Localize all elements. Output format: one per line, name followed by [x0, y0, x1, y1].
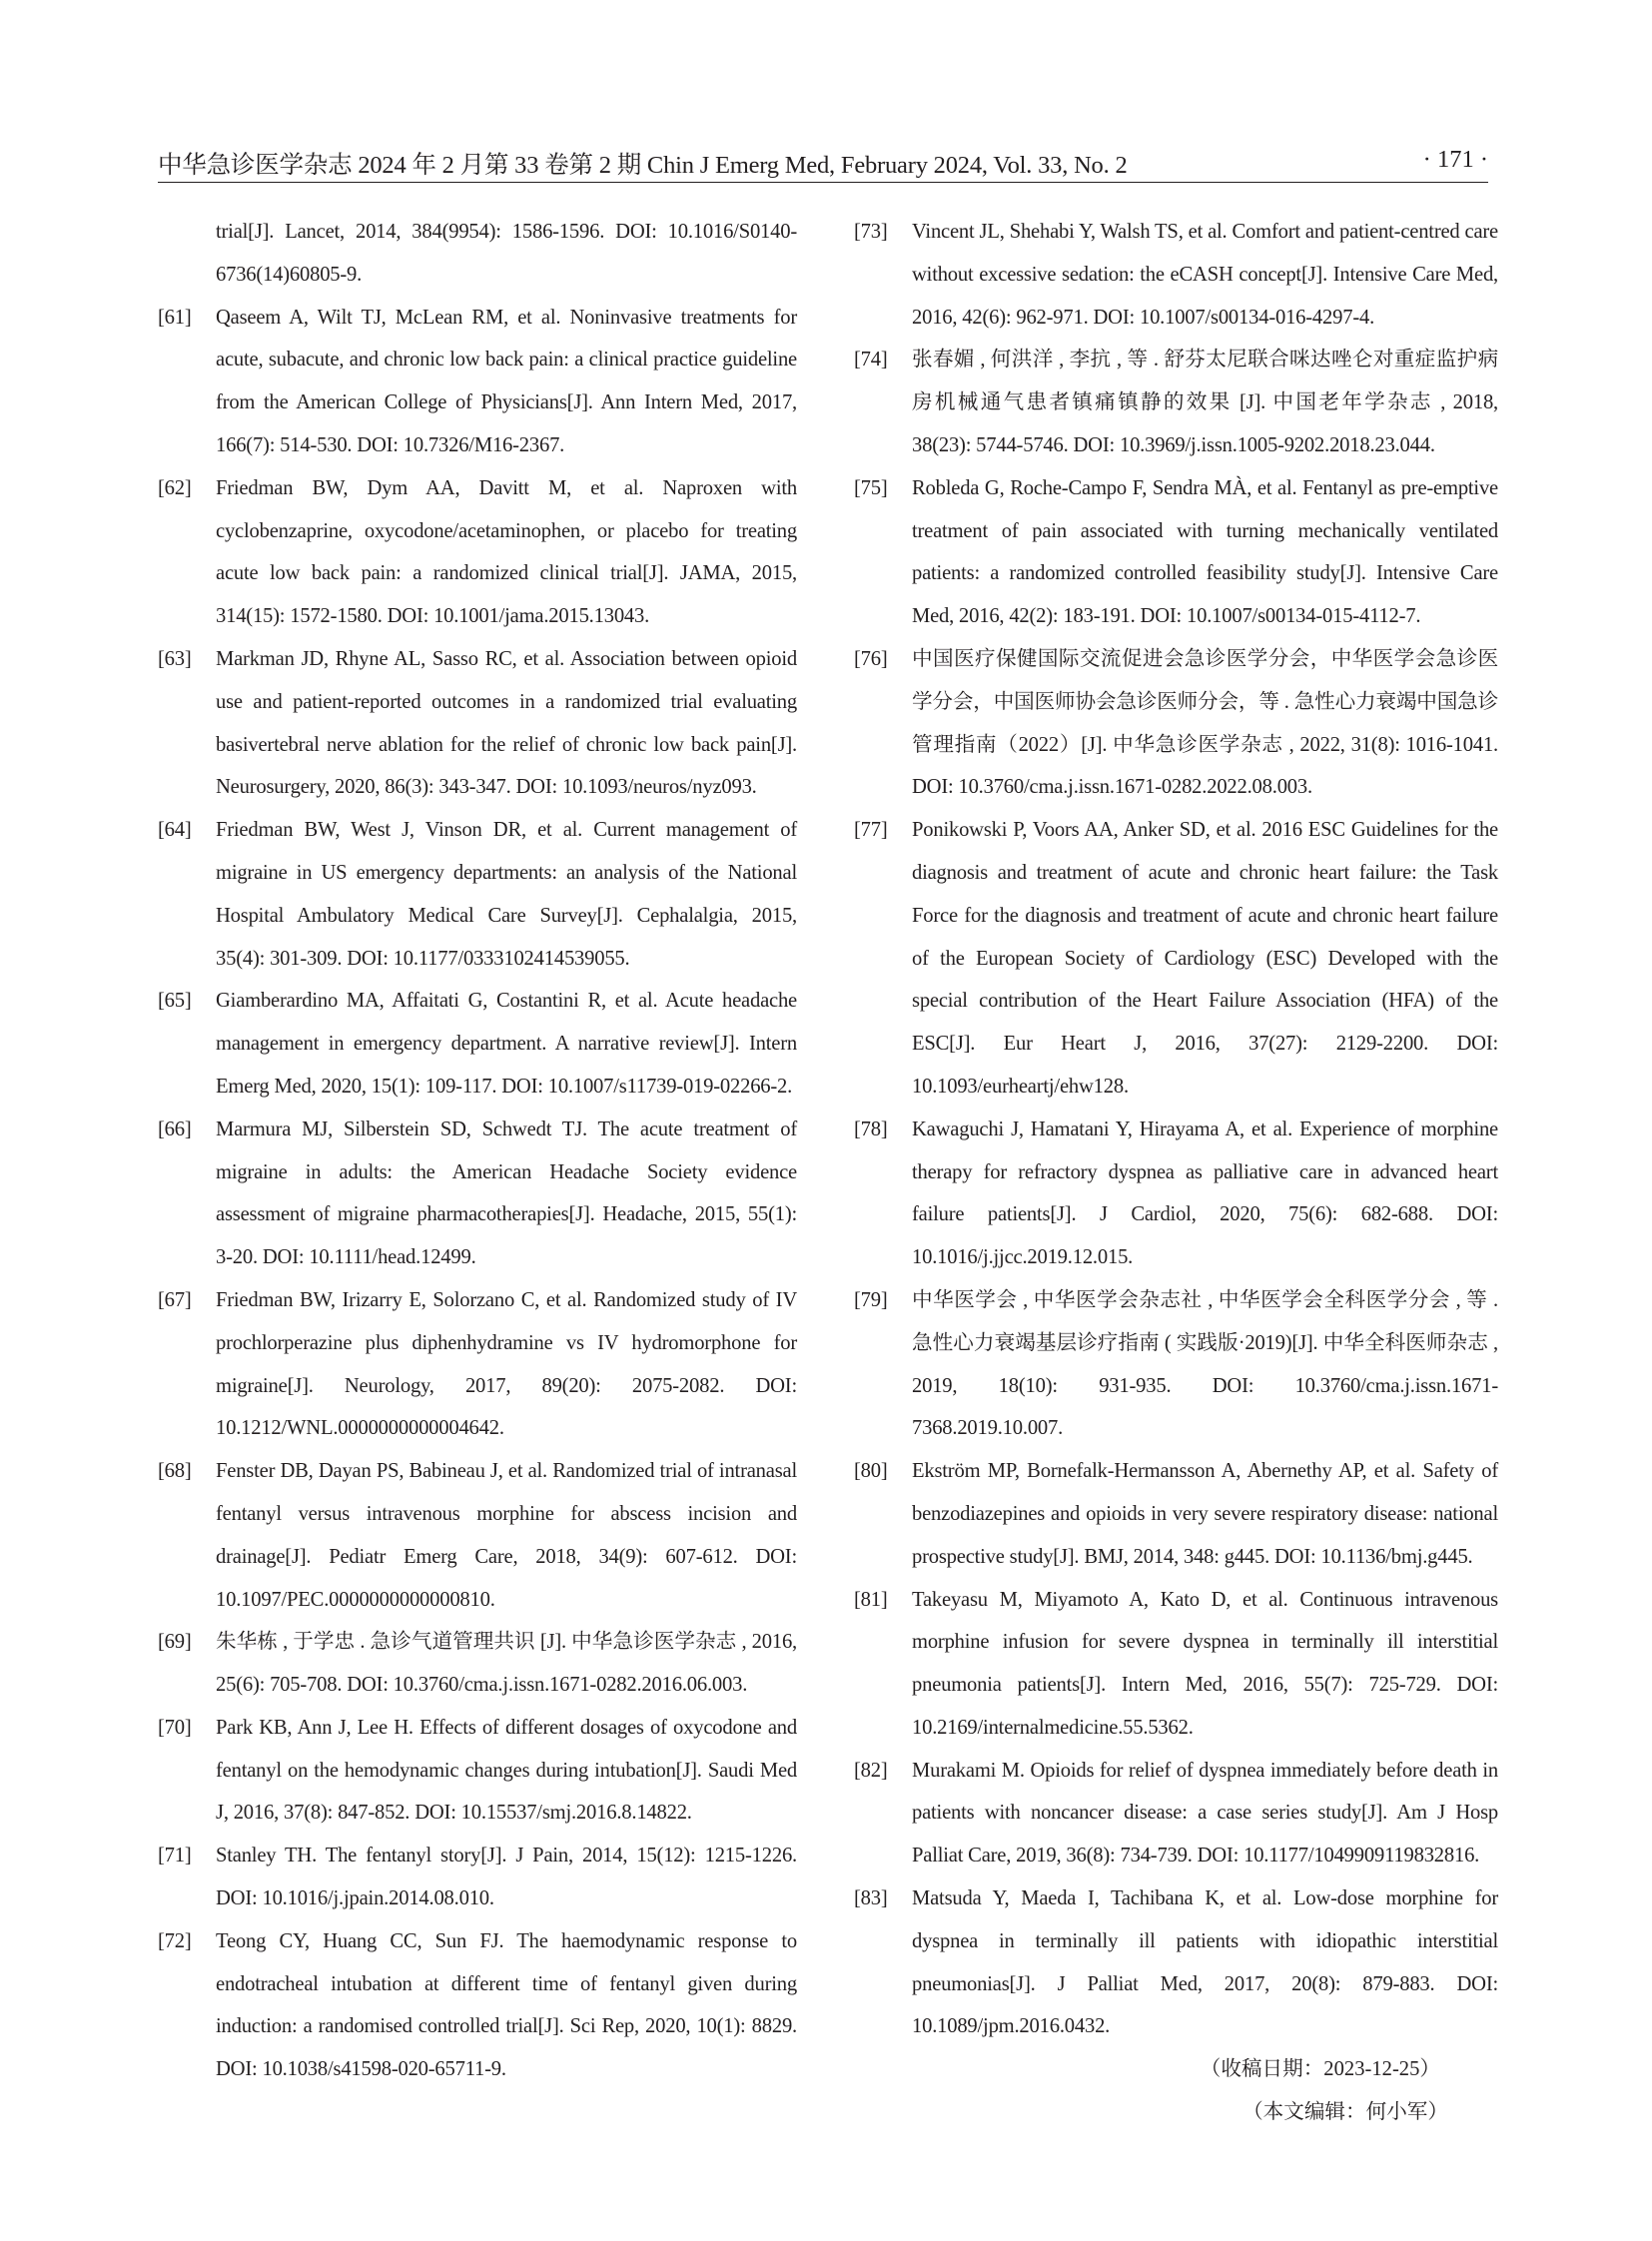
- reference-number: [81]: [854, 1588, 888, 1611]
- reference-text: Takeyasu M, Miyamoto A, Kato D, et al. Continuous intravenous morphine infusion for severe dyspnea in terminally ill interstitial pneumonia patients[J]. Intern Med, 2016, 55(7): 725-729. DOI: 10.2169/internalmedicine.55.5362.: [912, 1588, 1498, 1739]
- reference-text: Friedman BW, Irizarry E, Solorzano C, et al. Randomized study of IV prochlorperazine plus diphenhydramine vs IV hydromorphone for migraine[J]. Neurology, 2017, 89(20): 2075-2082. DOI: 10.1212/WNL.0000000000004642.: [216, 1288, 797, 1440]
- reference-text: Robleda G, Roche-Campo F, Sendra MÀ, et al. Fentanyl as pre-emptive treatment of pain associated with turning mechanically ventilated patients: a randomized controlled feasibility study[J]. Intensive Care Med, 2016, 42(2): 183-191. DOI: 10.1007/s00134-015-4112-7.: [912, 476, 1498, 628]
- reference-text: Friedman BW, Dym AA, Davitt M, et al. Naproxen with cyclobenzaprine, oxycodone/acetaminophen, or placebo for treating acute low back pain: a randomized clinical trial[J]. JAMA, 2015, 314(15): 1572-1580. DOI: 10.1001/jama.2015.13043.: [216, 476, 797, 628]
- reference-text: 中华医学会 , 中华医学会杂志社 , 中华医学会全科医学分会 , 等 . 急性心力衰竭基层诊疗指南 ( 实践版·2019)[J]. 中华全科医师杂志 , 2019, 18(10): 931-935. DOI: 10.3760/cma.j.issn.1671-7368.2019.10.007.: [912, 1288, 1498, 1440]
- reference-item: [854, 467, 1498, 638]
- reference-item: [158, 467, 797, 638]
- reference-item: [158, 980, 797, 1108]
- reference-item: [854, 1109, 1498, 1279]
- reference-text: Vincent JL, Shehabi Y, Walsh TS, et al. Comfort and patient-centred care without excessive sedation: the eCASH concept[J]. Intensive Care Med, 2016, 42(6): 962-971. DOI: 10.1007/s00134-016-4297-4.: [912, 221, 1498, 329]
- reference-item: [854, 1279, 1498, 1450]
- reference-number: [78]: [854, 1118, 888, 1140]
- reference-text: Matsuda Y, Maeda I, Tachibana K, et al. Low-dose morphine for dyspnea in terminally ill patients with idiopathic interstitial pneumonias[J]. J Palliat Med, 2017, 20(8): 879-883. DOI: 10.1089/jpm.2016.0432.: [912, 1887, 1498, 2038]
- reference-item: [158, 211, 797, 297]
- reference-item: [158, 1109, 797, 1279]
- reference-text: Ekström MP, Bornefalk-Hermansson A, Abernethy AP, et al. Safety of benzodiazepines and opioids in very severe respiratory disease: national prospective study[J]. BMJ, 2014, 348: g445. DOI: 10.1136/bmj.g445.: [912, 1460, 1498, 1568]
- reference-item: [158, 1920, 797, 2091]
- running-header: [158, 146, 1488, 186]
- reference-text: Fenster DB, Dayan PS, Babineau J, et al. Randomized trial of intranasal fentanyl versus intravenous morphine for abscess incision and drainage[J]. Pediatr Emerg Care, 2018, 34(9): 607-612. DOI: 10.1097/PEC.0000000000000810.: [216, 1460, 797, 1611]
- reference-number: [70]: [158, 1716, 192, 1739]
- header-rule: [158, 182, 1488, 183]
- reference-text: Markman JD, Rhyne AL, Sasso RC, et al. Association between opioid use and patient-reported outcomes in a randomized trial evaluating basivertebral nerve ablation for the relief of chronic low back pain[J]. Neurosurgery, 2020, 86(3): 343-347. DOI: 10.1093/neuros/nyz093.: [216, 647, 797, 799]
- reference-number: [71]: [158, 1845, 192, 1868]
- reference-item: [854, 1750, 1498, 1877]
- reference-item: [854, 638, 1498, 809]
- reference-number: [61]: [158, 306, 192, 329]
- reference-item: [158, 1450, 797, 1621]
- right-column: [854, 211, 1498, 2133]
- received-date: （收稿日期：2023-12-25）: [1200, 2058, 1440, 2081]
- reference-item: [854, 1579, 1498, 1750]
- reference-number: [74]: [854, 349, 888, 372]
- reference-number: [64]: [158, 819, 192, 842]
- journal-citation: 中华急诊医学杂志 2024 年 2 月第 33 卷第 2 期 Chin J Emerg Med, February 2024, Vol. 33, No. 2: [158, 152, 1128, 179]
- reference-text: 中国医疗保健国际交流促进会急诊医学分会，中华医学会急诊医学分会，中国医师协会急诊医师分会，等 . 急性心力衰竭中国急诊管理指南（2022）[J]. 中华急诊医学杂志 , 2022, 31(8): 1016-1041. DOI: 10.3760/cma.j.issn.1671-0282.2022.08.003.: [912, 647, 1498, 799]
- reference-text: Ponikowski P, Voors AA, Anker SD, et al. 2016 ESC Guidelines for the diagnosis and treatment of acute and chronic heart failure: the Task Force for the diagnosis and treatment of acute and chronic heart failure of the European Society of Cardiology (ESC) Developed with the special contribution of the Heart Failure Association (HFA) of the ESC[J]. Eur Heart J, 2016, 37(27): 2129-2200. DOI: 10.1093/eurheartj/ehw128.: [912, 819, 1498, 1098]
- reference-number: [73]: [854, 221, 888, 243]
- reference-number: [79]: [854, 1288, 888, 1311]
- reference-item: [158, 1621, 797, 1707]
- reference-item: [158, 297, 797, 467]
- reference-text: Giamberardino MA, Affaitati G, Costantini R, et al. Acute headache management in emergency department. A narrative review[J]. Intern Emerg Med, 2020, 15(1): 109-117. DOI: 10.1007/s11739-019-02266-2.: [216, 990, 797, 1098]
- reference-text: Qaseem A, Wilt TJ, McLean RM, et al. Noninvasive treatments for acute, subacute, and chronic low back pain: a clinical practice guideline from the American College of Physicians[J]. Ann Intern Med, 2017, 166(7): 514-530. DOI: 10.7326/M16-2367.: [216, 306, 797, 456]
- reference-text: Stanley TH. The fentanyl story[J]. J Pain, 2014, 15(12): 1215-1226. DOI: 10.1016/j.jpain.2014.08.010.: [216, 1845, 797, 1910]
- reference-number: [75]: [854, 476, 888, 499]
- reference-number: [76]: [854, 647, 888, 670]
- reference-text: Teong CY, Huang CC, Sun FJ. The haemodynamic response to endotracheal intubation at different time of fentanyl given during induction: a randomised controlled trial[J]. Sci Rep, 2020, 10(1): 8829. DOI: 10.1038/s41598-020-65711-9.: [216, 1929, 797, 2081]
- page-number: · 171 ·: [1422, 146, 1488, 173]
- reference-item: [854, 1450, 1498, 1578]
- reference-item: [158, 1707, 797, 1835]
- reference-text: Kawaguchi J, Hamatani Y, Hirayama A, et al. Experience of morphine therapy for refractory dyspnea as palliative care in advanced heart failure patients[J]. J Cardiol, 2020, 75(6): 682-688. DOI: 10.1016/j.jjcc.2019.12.015.: [912, 1118, 1498, 1269]
- reference-text: Park KB, Ann J, Lee H. Effects of different dosages of oxycodone and fentanyl on the hemodynamic changes during intubation[J]. Saudi Med J, 2016, 37(8): 847-852. DOI: 10.15537/smj.2016.8.14822.: [216, 1716, 797, 1825]
- reference-number: [63]: [158, 647, 192, 670]
- reference-text: Marmura MJ, Silberstein SD, Schwedt TJ. The acute treatment of migraine in adults: the American Headache Society evidence assessment of migraine pharmacotherapies[J]. Headache, 2015, 55(1): 3-20. DOI: 10.1111/head.12499.: [216, 1118, 797, 1269]
- reference-number: [72]: [158, 1929, 192, 1952]
- reference-item: [158, 1835, 797, 1920]
- reference-number: [80]: [854, 1460, 888, 1483]
- reference-number: [66]: [158, 1118, 192, 1140]
- reference-text: 朱华栋 , 于学忠 . 急诊气道管理共识 [J]. 中华急诊医学杂志 , 2016, 25(6): 705-708. DOI: 10.3760/cma.j.issn.1671-0282.2016.06.003.: [216, 1631, 797, 1697]
- reference-number: [69]: [158, 1631, 192, 1654]
- reference-number: [65]: [158, 990, 192, 1013]
- reference-text: trial[J]. Lancet, 2014, 384(9954): 1586-1596. DOI: 10.1016/S0140-6736(14)60805-9.: [216, 221, 797, 286]
- reference-number: [67]: [158, 1288, 192, 1311]
- reference-item: [158, 638, 797, 809]
- reference-item: [854, 339, 1498, 466]
- reference-item: [158, 1279, 797, 1450]
- reference-number: [77]: [854, 819, 888, 842]
- left-column: [158, 211, 797, 2091]
- reference-item: [158, 809, 797, 980]
- reference-text: Friedman BW, West J, Vinson DR, et al. Current management of migraine in US emergency departments: an analysis of the National Hospital Ambulatory Medical Care Survey[J]. Cephalalgia, 2015, 35(4): 301-309. DOI: 10.1177/0333102414539055.: [216, 819, 797, 970]
- reference-text: Murakami M. Opioids for relief of dyspnea immediately before death in patients with noncancer disease: a case series study[J]. Am J Hosp Palliat Care, 2019, 36(8): 734-739. DOI: 10.1177/1049909119832816.: [912, 1759, 1498, 1868]
- reference-item: [854, 1877, 1498, 2048]
- reference-number: [68]: [158, 1460, 192, 1483]
- reference-text: 张春媚 , 何洪洋 , 李抗 , 等 . 舒芬太尼联合咪达唑仑对重症监护病房机械通气患者镇痛镇静的效果 [J]. 中国老年学杂志 , 2018, 38(23): 5744-5746. DOI: 10.3969/j.issn.1005-9202.2018.23.044.: [912, 349, 1498, 456]
- editor-note: （本文编辑：何小军）: [1242, 2100, 1448, 2123]
- reference-item: [854, 809, 1498, 1109]
- reference-number: [83]: [854, 1887, 888, 1910]
- reference-number: [82]: [854, 1759, 888, 1782]
- reference-item: [854, 211, 1498, 339]
- reference-number: [62]: [158, 476, 192, 499]
